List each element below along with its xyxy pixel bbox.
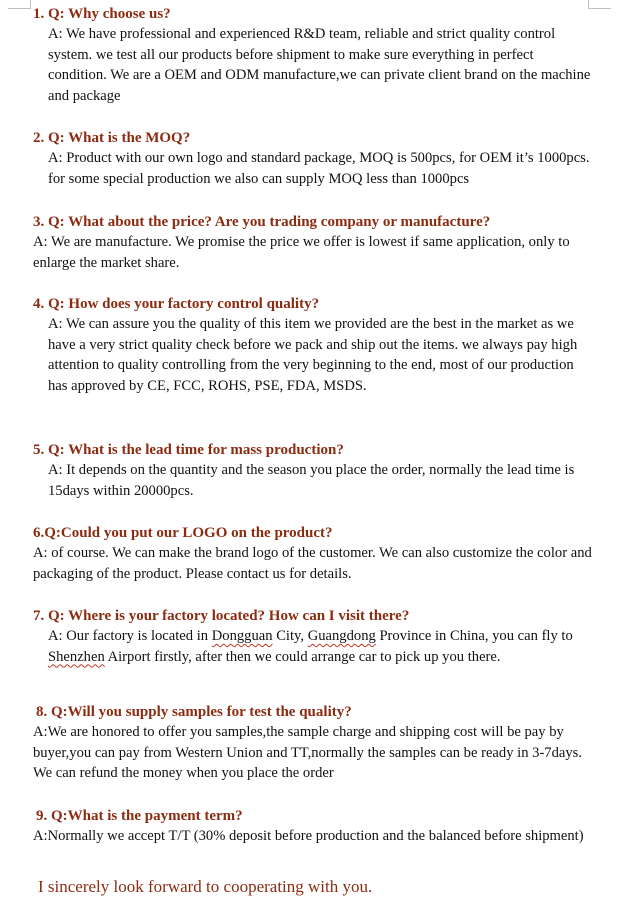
answer-text: City, (272, 628, 308, 644)
faq-question: 3. Q: What about the price? Are you trading company or manufacture? (33, 214, 491, 230)
faq-answer (33, 626, 593, 667)
faq-item-5 (33, 440, 593, 501)
faq-question: 6.Q:Could you put our LOGO on the product? (33, 525, 333, 541)
faq-item-9 (33, 806, 593, 847)
faq-question: 7. Q: Where is your factory located? How can I visit there? (33, 608, 410, 624)
faq-answer: A:We are honored to offer you samples,the sample charge and shipping cost will be pay by buyer,you can pay from Western Union and TT,normally the samples can be ready in 3-7days. We can refund the money when you place the order (33, 724, 582, 782)
faq-answer: A: Product with our own logo and standard package, MOQ is 500pcs, for OEM it’s 1000pcs. for some special production we also can supply MOQ less than 1000pcs (48, 150, 590, 187)
faq-item-8 (33, 702, 593, 784)
place-name-shenzhen: Shenzhen (48, 648, 105, 665)
answer-text: A: Our factory is located in (48, 628, 212, 644)
page-corner-mark-left (8, 0, 31, 9)
faq-question: 8. Q:Will you supply samples for test the quality? (36, 704, 352, 720)
faq-item-2 (33, 128, 593, 189)
faq-item-7 (33, 606, 593, 667)
faq-answer: A: of course. We can make the brand logo of the customer. We can also customize the color and packaging of the product. Please contact us for details. (33, 545, 592, 582)
faq-item-6 (33, 523, 593, 584)
faq-question: 4. Q: How does your factory control quality? (33, 296, 320, 312)
answer-text: Airport firstly, after then we could arrange car to pick up you there. (104, 648, 501, 665)
faq-question: 9. Q:What is the payment term? (36, 808, 243, 824)
faq-answer: A: It depends on the quantity and the season you place the order, normally the lead time is 15days within 20000pcs. (48, 462, 575, 499)
faq-answer: A: We can assure you the quality of this item we provided are the best in the market as we have a very strict quality check before we pack and ship out the items. we always pay high attention to quality controlling from the very beginning to the end, most of our production has approved by CE, FCC, ROHS, PSE, FDA, MSDS. (48, 316, 578, 394)
faq-answer: A:Normally we accept T/T (30% deposit before production and the balanced before shipment) (33, 828, 584, 844)
faq-answer: A: We are manufacture. We promise the price we offer is lowest if same application, only to enlarge the market share. (33, 234, 570, 271)
place-name-dongguan: Dongguan (211, 628, 273, 644)
faq-item-4 (33, 294, 593, 396)
closing-message: I sincerely look forward to cooperating with you. (38, 877, 373, 896)
faq-item-1 (33, 4, 593, 106)
answer-text: Province in China, you can fly to (375, 628, 573, 644)
faq-item-3 (33, 212, 593, 273)
faq-question: 1. Q: Why choose us? (33, 6, 171, 22)
faq-answer: A: We have professional and experienced R&D team, reliable and strict quality control system. we test all our products before shipment to make sure everything in perfect condition. We are a OEM and ODM manufacture,we can private client brand on the machine and package (48, 26, 591, 104)
faq-question: 2. Q: What is the MOQ? (33, 130, 191, 146)
place-name-guangdong: Guangdong (307, 628, 376, 644)
faq-question: 5. Q: What is the lead time for mass production? (33, 442, 344, 458)
